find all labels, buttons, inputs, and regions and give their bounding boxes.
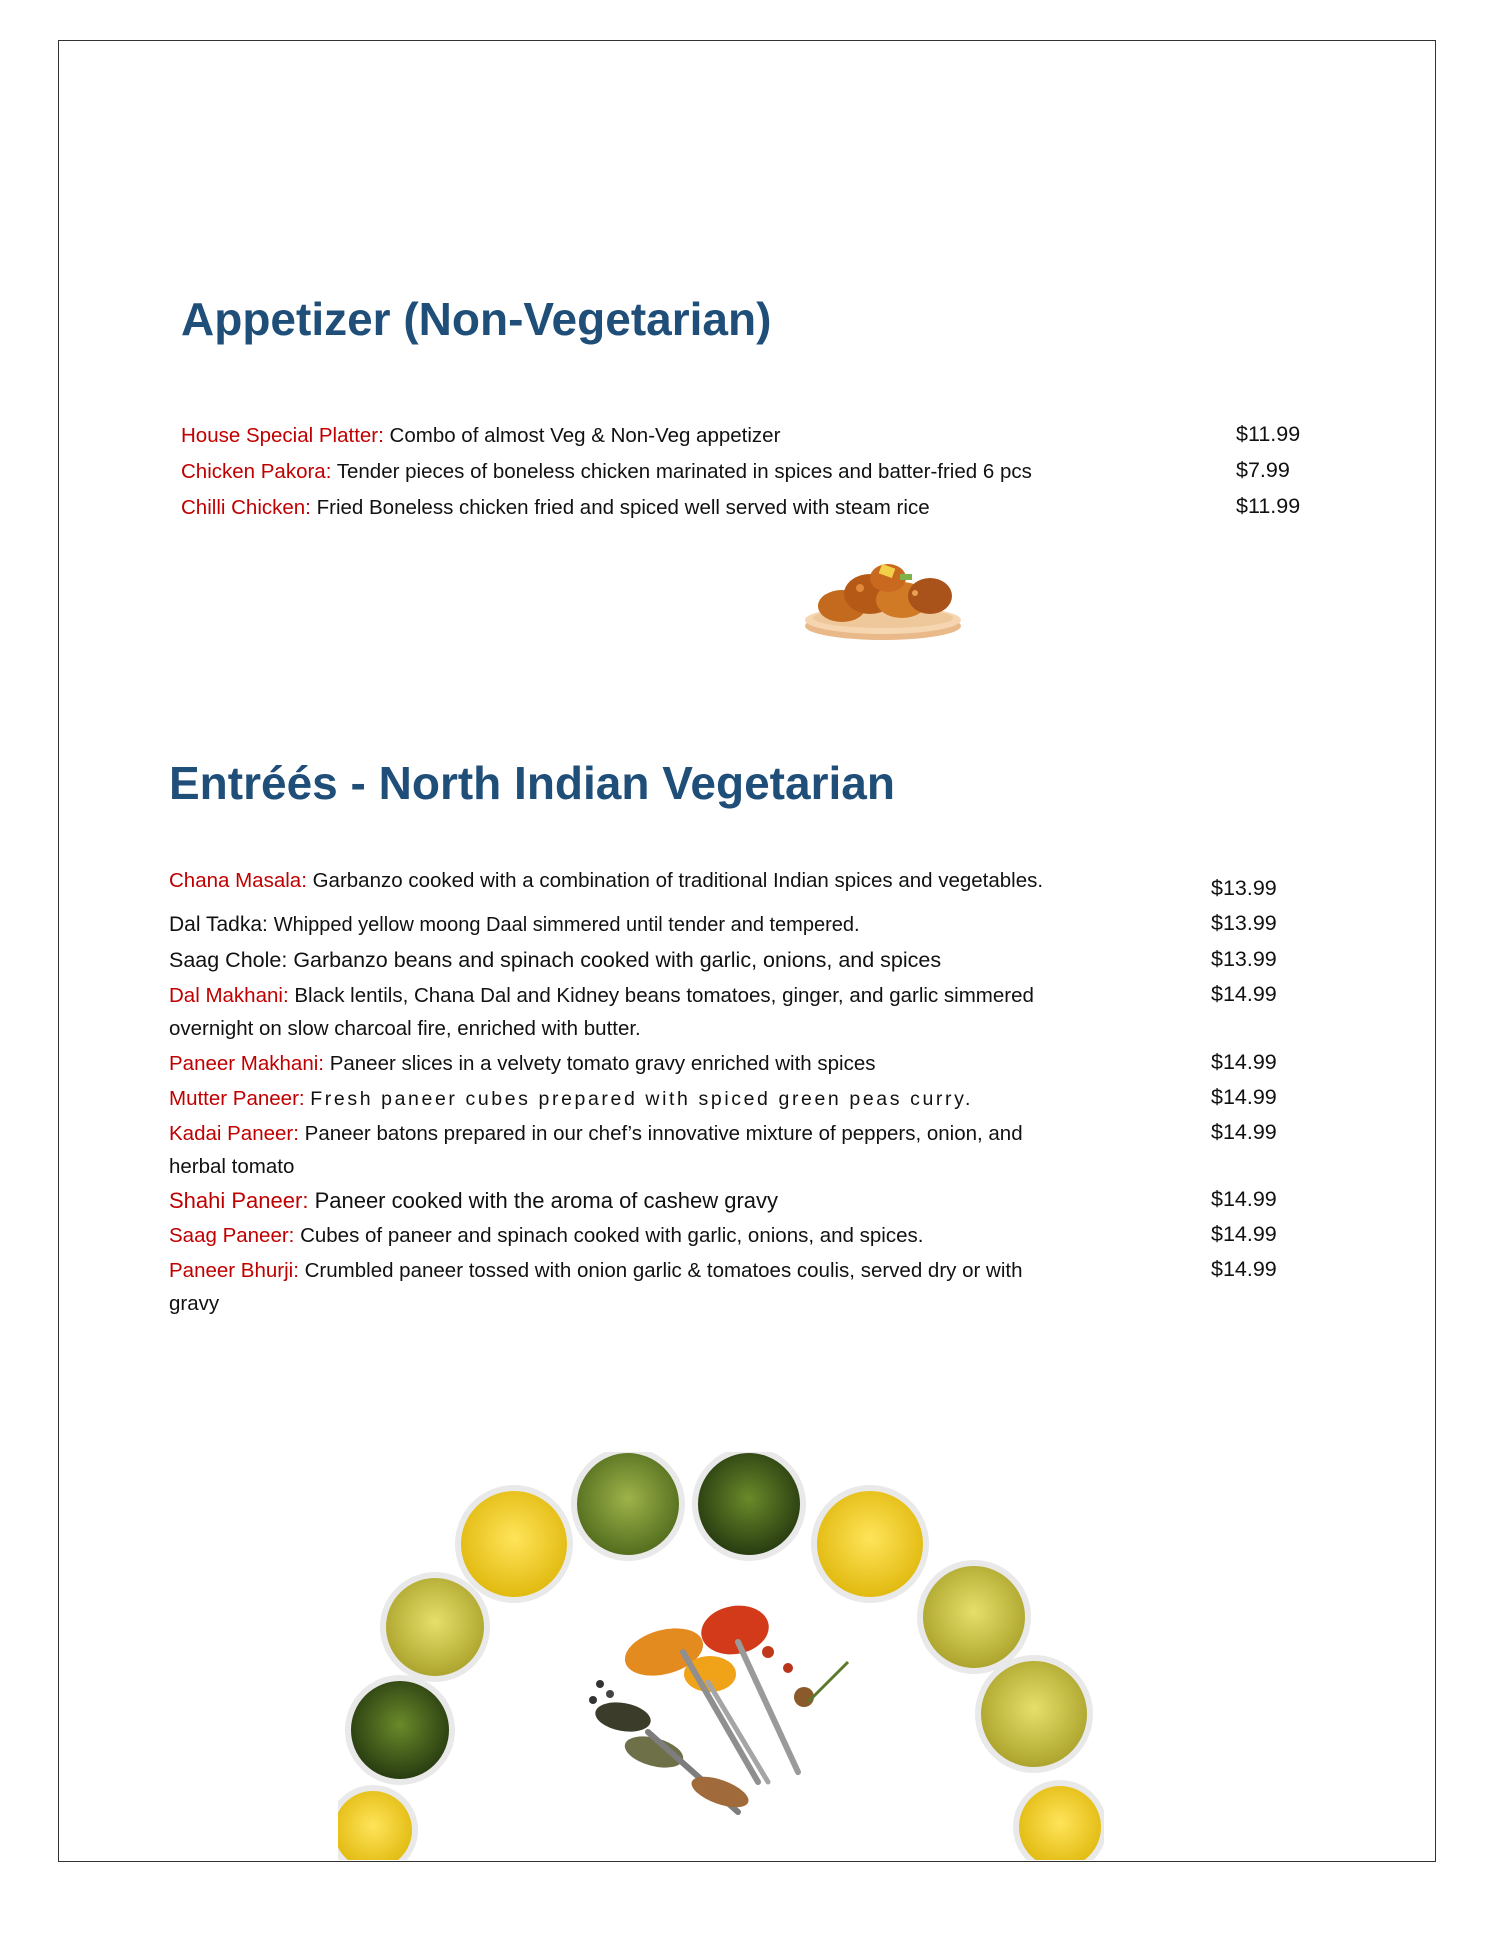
item-name: Saag Chole: [169, 948, 288, 972]
item-description: Combo of almost Veg & Non-Veg appetizer [389, 424, 781, 447]
item-price: $14.99 [1211, 1120, 1277, 1144]
menu-item-mutter-paneer [169, 1082, 973, 1116]
item-price: $14.99 [1211, 982, 1277, 1006]
menu-item-saag-paneer [169, 1219, 923, 1252]
item-description: Cubes of paneer and spinach cooked with garlic, onions, and spices. [300, 1224, 924, 1247]
item-description: Paneer cooked with the aroma of cashew gravy [314, 1188, 779, 1213]
entrees-heading: Entréés - North Indian Vegetarian [169, 757, 895, 809]
item-price: $13.99 [1211, 911, 1277, 935]
menu-item-chicken-pakora [181, 455, 1032, 488]
item-name: Saag Paneer: [169, 1224, 295, 1247]
item-description: Black lentils, Chana Dal and Kidney beans tomatoes, ginger, and garlic simmered [294, 984, 1034, 1007]
item-price: $11.99 [1236, 422, 1301, 446]
menu-item-shahi-paneer [169, 1184, 778, 1217]
item-name: Chicken Pakora: [181, 460, 332, 483]
item-description: Fried Boneless chicken fried and spiced well served with steam rice [316, 496, 930, 519]
menu-item-chana-masala [169, 864, 1043, 897]
item-price: $14.99 [1211, 1050, 1277, 1074]
item-description: Fresh paneer cubes prepared with spiced green peas curry. [310, 1088, 973, 1110]
fried-pakora-plate-icon [800, 548, 966, 648]
item-description: Whipped yellow moong Daal simmered until tender and tempered. [273, 914, 860, 936]
item-description-continued: herbal tomato [169, 1155, 295, 1178]
item-description: Garbanzo cooked with a combination of traditional Indian spices and vegetables. [312, 869, 1044, 892]
item-name: Mutter Paneer: [169, 1087, 305, 1110]
item-name: House Special Platter: [181, 424, 384, 447]
menu-item-paneer-makhani [169, 1047, 875, 1080]
item-description: Garbanzo beans and spinach cooked with garlic, onions, and spices [293, 948, 942, 972]
item-price: $14.99 [1211, 1222, 1277, 1246]
curry-bowls-and-spices-icon [338, 1452, 1104, 1860]
item-name: Kadai Paneer: [169, 1122, 299, 1145]
item-description-continued: gravy [169, 1292, 220, 1315]
item-name: Dal Tadka: [169, 913, 268, 936]
item-price: $13.99 [1211, 947, 1277, 971]
menu-item-saag-chole [169, 944, 941, 977]
item-description-continued: overnight on slow charcoal fire, enriched with butter. [169, 1017, 641, 1040]
menu-item-house-special-platter [181, 419, 780, 452]
item-price: $14.99 [1211, 1085, 1277, 1109]
menu-item-dal-makhani [169, 979, 1034, 1045]
item-description: Crumbled paneer tossed with onion garlic & tomatoes coulis, served dry or with [304, 1259, 1023, 1282]
item-price: $14.99 [1211, 1187, 1277, 1211]
appetizer-heading: Appetizer (Non-Vegetarian) [181, 293, 772, 345]
menu-item-dal-tadka [169, 908, 860, 942]
item-description: Paneer batons prepared in our chef’s innovative mixture of peppers, onion, and [304, 1122, 1023, 1145]
item-price: $13.99 [1211, 876, 1277, 900]
menu-item-kadai-paneer [169, 1117, 1023, 1183]
item-name: Chana Masala: [169, 869, 307, 892]
item-name: Shahi Paneer: [169, 1188, 309, 1213]
item-name: Dal Makhani: [169, 984, 289, 1007]
item-name: Paneer Bhurji: [169, 1259, 299, 1282]
item-name: Paneer Makhani: [169, 1052, 324, 1075]
menu-item-paneer-bhurji [169, 1254, 1022, 1320]
item-description: Paneer slices in a velvety tomato gravy enriched with spices [329, 1052, 876, 1075]
menu-item-chilli-chicken [181, 491, 930, 524]
item-price: $7.99 [1236, 458, 1290, 482]
item-name: Chilli Chicken: [181, 496, 311, 519]
item-price: $14.99 [1211, 1257, 1277, 1281]
item-description: Tender pieces of boneless chicken marinated in spices and batter-fried 6 pcs [336, 460, 1032, 483]
item-price: $11.99 [1236, 494, 1301, 518]
